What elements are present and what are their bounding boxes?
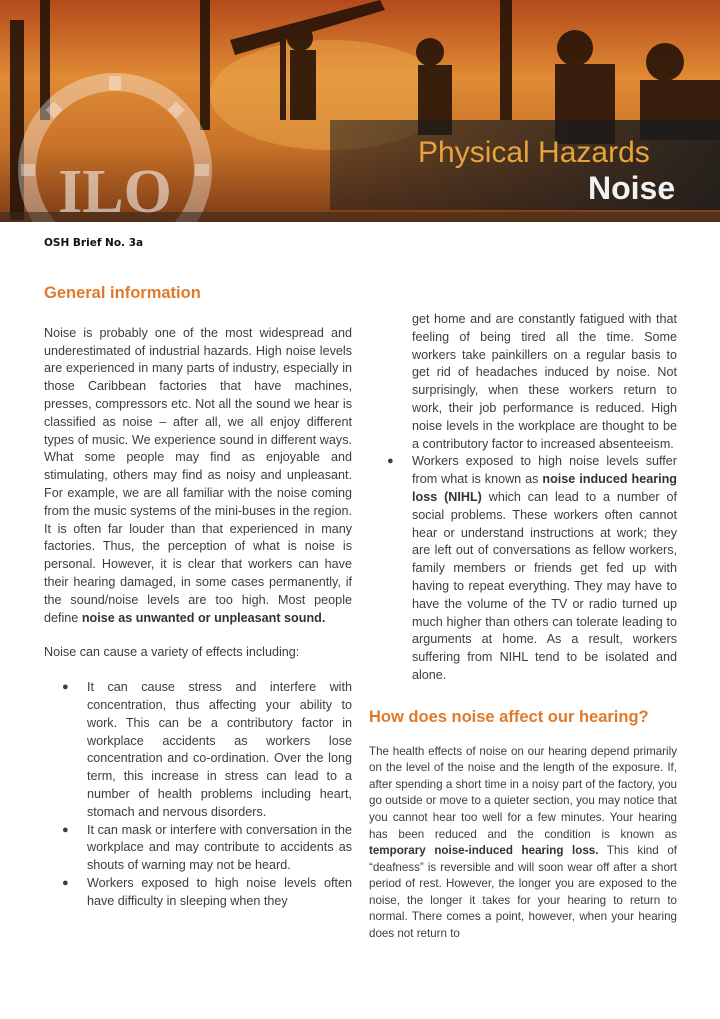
bullet-icon: ●	[62, 876, 69, 889]
list-item: ● It can mask or interfere with conversation in the workplace and may contribute to accidents as shouts of warning may not be heard.	[62, 822, 352, 873]
header-banner	[0, 0, 720, 222]
effects-intro: Noise can cause a variety of effects including:	[44, 645, 300, 660]
general-paragraph: Noise is probably one of the most widespread and underestimated of industrial hazards. High noise levels are experienced in many parts of industry, especially in those Caribbean factories that have machines, presses, compressors etc. Not all the sound we hear is classified as noise – after all, we all enjoy different types of music. We experience sound in different ways. What some people may find as enjoyable and stimulating, others may find as noisy and unpleasant. For example, we are all familiar with the noise coming from the music systems of the mini-buses in the region. It is often far louder than that experienced in many factories. Thus, the perception of what is noise is personal. However, it is clear that workers can have their hearing damaged, in some cases permanently, if the sound/noise levels are too high. Most people define noise as unwanted or unpleasant sound.	[44, 325, 352, 625]
list-item: get home and are constantly fatigued with that feeling of being tired all the time. Some workers take painkillers on a regular basis to get rid of headaches induced by noise. Not surprisingly, when these workers return to work, their job performance is reduced. High noise levels in the workplace are thought to be a contributory factor to increased absenteeism.	[412, 312, 677, 451]
hearing-paragraph: The health effects of noise on our hearing depend primarily on the level of the noise and the length of the exposure. If, after spending a short time in a noisy part of the factory, you go outside or move to a quieter section, you may notice that you cannot hear too well for a few minutes. Your hearing has been reduced and the condition is known as temporary noise-induced hearing loss. This kind of “deafness” is reversible and will soon wear off after a short period of rest. However, the longer you are exposed to the noise, the longer it takes for your hearing to return to normal. There comes a point, however, when your hearing does not return to	[369, 744, 678, 941]
bullet-icon: ●	[62, 681, 69, 694]
effects-list	[44, 679, 352, 910]
general-heading: General information	[44, 284, 201, 302]
bullet-icon: ●	[62, 823, 69, 836]
list-item: ● It can cause stress and interfere with concentration, thus affecting your ability to work. This can be a contributory factor in workplace accidents as workers lose concentration and co-ordination. Over the long term, this increase in stress can lead to a number of health problems including heart, stomach and nervous disorders.	[62, 680, 352, 819]
list-item: ● Workers exposed to high noise levels suffer from what is known as noise induced hearing loss (NIHL) which can lead to a number of social problems. These workers often cannot hear or understand instructions at work; they are left out of conversations as fellow workers, family members or friends get fed up with having to repeat everything. They may have to have the volume of the TV or radio turned up much higher than others can tolerate leading to arguments at home. As a result, workers suffering from NIHL tend to be isolated and alone.	[387, 454, 677, 682]
brief-label: OSH Brief No. 3a	[44, 237, 144, 249]
right-column	[369, 311, 677, 943]
hearing-heading: How does noise affect our hearing?	[369, 707, 649, 726]
logo-text: ILO	[58, 158, 172, 222]
banner-subtitle: Noise	[588, 170, 676, 206]
bullet-icon: ●	[387, 455, 394, 468]
banner-image	[0, 0, 720, 222]
left-column	[44, 285, 352, 911]
effects-list-continued	[369, 311, 677, 685]
banner-title: Physical Hazards	[418, 136, 650, 169]
list-item: ● Workers exposed to high noise levels often have difficulty in sleeping when they	[62, 875, 352, 908]
